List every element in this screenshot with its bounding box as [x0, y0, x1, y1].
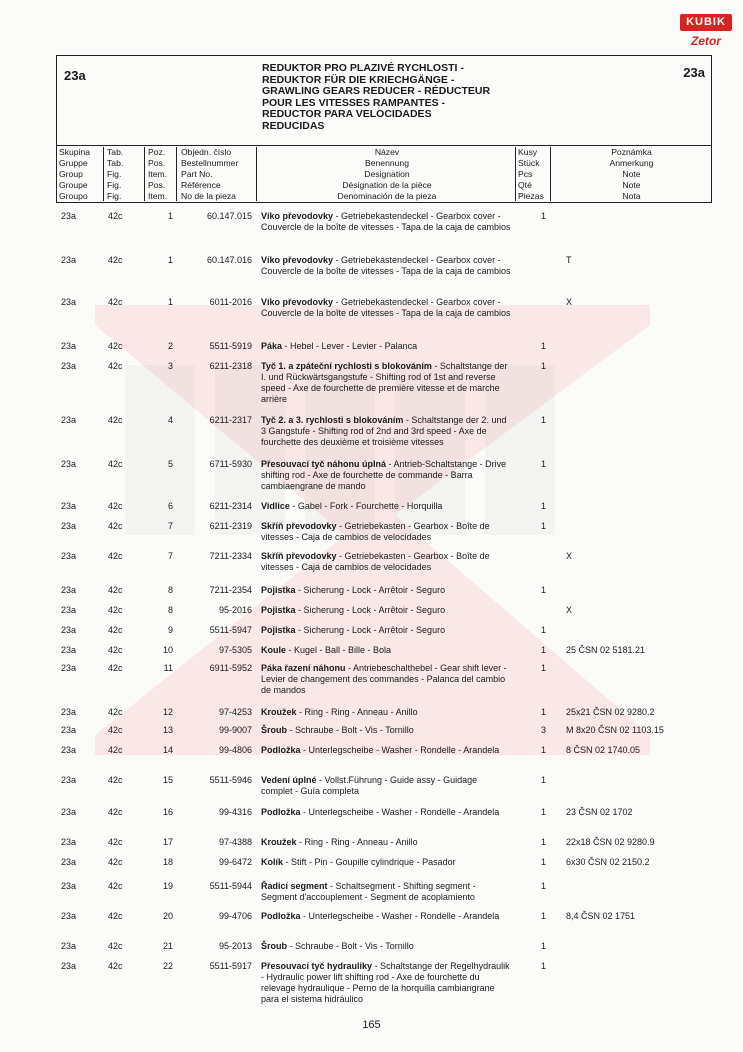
part-number-cell: 97-5305 — [218, 645, 252, 655]
part-name-translations: - Schaltstange der I. und Rückwärtsgangstufe - Shifting rod of 1st and reverse speed - Axe de fourchette de première vitesse et de marche arrière — [261, 361, 508, 404]
group-cell: 23a — [61, 361, 77, 371]
part-number-cell: 95-2013 — [218, 941, 252, 951]
part-number-cell: 99-6472 — [218, 857, 252, 867]
position-cell: 9 — [167, 625, 173, 635]
part-number-cell: 6011-2016 — [209, 297, 252, 307]
group-cell: 23a — [61, 551, 77, 561]
position-cell: 3 — [167, 361, 173, 371]
section-title — [262, 63, 552, 133]
part-name-cz: Šroub — [261, 725, 287, 735]
table-cell: 42c — [108, 961, 123, 971]
part-name-cz: Řadicí segment — [261, 881, 328, 891]
part-number-cell: 5511-5917 — [209, 961, 252, 971]
group-cell: 23a — [61, 605, 77, 615]
designation-cell — [261, 645, 511, 656]
part-name-translations: - Gabel - Fork - Fourchette - Horquilla — [289, 501, 443, 511]
part-number-cell: 99-4806 — [218, 745, 252, 755]
designation-cell — [261, 725, 511, 736]
designation-cell — [261, 415, 511, 448]
note-cell: 25x21 ČSN 02 9280.2 — [566, 707, 655, 717]
position-cell: 2 — [167, 341, 173, 351]
part-name-translations: - Sicherung - Lock - Arrêtoir - Seguro — [295, 585, 446, 595]
table-cell: 42c — [108, 707, 123, 717]
title-line: REDUKTOR FÜR DIE KRIECHGÄNGE - — [262, 73, 455, 86]
part-name-translations: - Schaltstange der Regelhydraulik - Hydraulic power lift shifting rod - Axe de fourchette du relevage hydraulique - Perno de la horquilla cambiangrane para el sistema hidráulico — [261, 961, 510, 1004]
col-table-header: Tab. Tab. Fig. Fig. Fig. — [107, 147, 145, 201]
designation-cell — [261, 663, 511, 696]
designation-cell — [261, 625, 511, 636]
quantity-cell: 1 — [540, 961, 546, 971]
designation-cell — [261, 605, 511, 616]
part-number-cell: 6911-5952 — [209, 663, 252, 673]
position-cell: 10 — [162, 645, 173, 655]
column-headers — [56, 145, 712, 203]
table-cell: 42c — [108, 837, 123, 847]
part-name-cz: Přesouvací tyč náhonu úplná — [261, 459, 387, 469]
part-name-cz: Páka — [261, 341, 283, 351]
position-cell: 18 — [162, 857, 173, 867]
quantity-cell: 3 — [540, 725, 546, 735]
col-group-header: Skupina Gruppe Group Groupe Groupo — [59, 147, 104, 201]
quantity-cell: 1 — [540, 663, 546, 673]
designation-cell — [261, 857, 511, 868]
group-cell: 23a — [61, 459, 77, 469]
quantity-cell: 1 — [540, 837, 546, 847]
position-cell: 5 — [167, 459, 173, 469]
table-cell: 42c — [108, 521, 123, 531]
part-number-cell: 5511-5944 — [209, 881, 252, 891]
position-cell: 22 — [162, 961, 173, 971]
position-cell: 20 — [162, 911, 173, 921]
table-cell: 42c — [108, 725, 123, 735]
table-cell: 42c — [108, 459, 123, 469]
part-name-translations: - Vollst.Führung - Guide assy - Guidage complet - Guía completa — [261, 775, 478, 796]
part-name-cz: Pojistka — [261, 605, 296, 615]
title-line: REDUCTOR PARA VELOCIDADES — [262, 108, 432, 121]
table-cell: 42c — [108, 745, 123, 755]
col-position-header: Poz. Pos. Item. Pos. Item. — [148, 147, 177, 201]
part-number-cell: 5511-5947 — [209, 625, 252, 635]
part-number-cell: 6211-2314 — [209, 501, 252, 511]
position-cell: 14 — [162, 745, 173, 755]
part-name-translations: - Schaltsegment - Shifting segment - Segment d'accouplement - Segment de acoplamiento — [261, 881, 476, 902]
part-name-cz: Kolík — [261, 857, 284, 867]
designation-cell — [261, 361, 511, 405]
quantity-cell: 1 — [540, 707, 546, 717]
note-cell: 23 ČSN 02 1702 — [566, 807, 633, 817]
col-name-header: Název Benennung Designation Désignation de la pièce Denominación de la pieza — [259, 147, 516, 201]
page-number: 165 — [362, 1019, 381, 1031]
designation-cell — [261, 211, 511, 233]
position-cell: 7 — [167, 551, 173, 561]
part-number-cell: 5511-5919 — [209, 341, 252, 351]
table-cell: 42c — [108, 645, 123, 655]
position-cell: 15 — [162, 775, 173, 785]
logo-text: KUBIK — [680, 14, 732, 31]
position-cell: 1 — [167, 255, 173, 265]
note-cell: 8,4 ČSN 02 1751 — [566, 911, 636, 921]
part-name-translations: - Hebel - Lever - Levier - Palanca — [282, 341, 418, 351]
table-cell: 42c — [108, 551, 123, 561]
designation-cell — [261, 501, 511, 512]
position-cell: 7 — [167, 521, 173, 531]
part-name-translations: - Antriebeschalthebel - Gear shift lever - Levier de changement des commandes - Palanca del cambio de mandos — [261, 663, 507, 695]
part-name-cz: Víko převodovky — [261, 297, 334, 307]
part-name-translations: - Stift - Pin - Goupille cylindrique - Pasador — [283, 857, 456, 867]
designation-cell — [261, 585, 511, 596]
group-cell: 23a — [61, 707, 77, 717]
note-cell: 8 ČSN 02 1740.05 — [566, 745, 641, 755]
part-name-cz: Šroub — [261, 941, 287, 951]
table-cell: 42c — [108, 625, 123, 635]
table-cell: 42c — [108, 255, 123, 265]
table-cell: 42c — [108, 911, 123, 921]
position-cell: 17 — [162, 837, 173, 847]
position-cell: 1 — [167, 297, 173, 307]
part-name-translations: - Schaltstange der 2. und 3 Gangstufe - Shifting rod of 2nd and 3rd speed - Axe de fourchette des deuxième et troisième vitesses — [261, 415, 507, 447]
designation-cell — [261, 255, 511, 277]
sub-logo-text: Zetor — [691, 34, 721, 48]
designation-cell — [261, 341, 511, 352]
note-cell: T — [566, 255, 572, 265]
quantity-cell: 1 — [540, 415, 546, 425]
group-cell: 23a — [61, 881, 77, 891]
part-number-cell: 6211-2319 — [209, 521, 252, 531]
part-name-cz: Kroužek — [261, 837, 297, 847]
part-name-translations: - Schraube - Bolt - Vis - Tornillo — [287, 725, 414, 735]
part-name-translations: - Sicherung - Lock - Arrêtoir - Seguro — [295, 605, 446, 615]
group-cell: 23a — [61, 255, 77, 265]
kubik-zetor-logo — [680, 14, 732, 56]
part-name-translations: - Schraube - Bolt - Vis - Tornillo — [287, 941, 414, 951]
part-name-cz: Skříň převodovky — [261, 521, 337, 531]
position-cell: 16 — [162, 807, 173, 817]
table-cell: 42c — [108, 663, 123, 673]
group-cell: 23a — [61, 297, 77, 307]
quantity-cell: 1 — [540, 459, 546, 469]
designation-cell — [261, 775, 511, 797]
part-number-cell: 6711-5930 — [209, 459, 252, 469]
designation-cell — [261, 459, 511, 492]
designation-cell — [261, 961, 511, 1005]
part-name-translations: - Getriebekasten - Gearbox - Boîte de vitesses - Caja de cambios de velocidades — [261, 551, 490, 572]
quantity-cell: 1 — [540, 341, 546, 351]
part-name-cz: Podložka — [261, 745, 301, 755]
group-cell: 23a — [61, 775, 77, 785]
group-cell: 23a — [61, 341, 77, 351]
part-number-cell: 6211-2317 — [209, 415, 252, 425]
designation-cell — [261, 297, 511, 319]
part-name-translations: - Getriebekasten - Gearbox - Boîte de vitesses - Caja de cambios de velocidades — [261, 521, 490, 542]
part-name-translations: - Getriebekastendeckel - Gearbox cover - Couvercle de la boîte de vitesses - Tapa de la caja de cambios — [261, 297, 511, 318]
note-cell: X — [566, 551, 573, 561]
table-cell: 42c — [108, 415, 123, 425]
part-number-cell: 99-9007 — [218, 725, 252, 735]
position-cell: 19 — [162, 881, 173, 891]
quantity-cell: 1 — [540, 881, 546, 891]
part-number-cell: 99-4316 — [218, 807, 252, 817]
quantity-cell: 1 — [540, 911, 546, 921]
position-cell: 11 — [163, 663, 173, 673]
note-cell: 6x30 ČSN 02 2150.2 — [566, 857, 650, 867]
note-cell: X — [566, 605, 573, 615]
part-name-cz: Tyč 2. a 3. rychlosti s blokováním — [261, 415, 404, 425]
part-name-translations: - Unterlegscheibe - Washer - Rondelle - Arandela — [300, 911, 500, 921]
table-cell: 42c — [108, 585, 123, 595]
part-name-cz: Víko převodovky — [261, 211, 334, 221]
quantity-cell: 1 — [540, 807, 546, 817]
part-number-cell: 99-4706 — [218, 911, 252, 921]
part-name-translations: - Ring - Ring - Anneau - Anillo — [296, 837, 418, 847]
title-line: GRAWLING GEARS REDUCER - RÉDUCTEUR — [262, 85, 491, 98]
table-cell: 42c — [108, 341, 123, 351]
part-name-translations: - Getriebekastendeckel - Gearbox cover - Couvercle de la boîte de vitesses - Tapa de la caja de cambios — [261, 211, 511, 232]
table-cell: 42c — [108, 501, 123, 511]
quantity-cell: 1 — [540, 521, 546, 531]
part-name-translations: - Kugel - Ball - Bille - Bola — [286, 645, 392, 655]
group-cell: 23a — [61, 725, 77, 735]
group-cell: 23a — [61, 521, 77, 531]
part-name-translations: - Antrieb-Schaltstange - Drive shifting rod - Axe de fourchette de commande - Barra cambiaengrane de mando — [261, 459, 507, 491]
col-order-number-header: Objedn. číslo Bestellnummer Part No. Référence No de la pieza — [181, 147, 257, 201]
part-name-cz: Víko převodovky — [261, 255, 334, 265]
position-cell: 8 — [167, 585, 173, 595]
designation-cell — [261, 807, 511, 818]
position-cell: 21 — [162, 941, 173, 951]
col-note-header: Poznámka Anmerkung Note Note Nota — [609, 147, 654, 201]
position-cell: 4 — [167, 415, 173, 425]
part-number-cell: 95-2016 — [218, 605, 252, 615]
part-name-cz: Pojistka — [261, 585, 296, 595]
part-name-translations: - Ring - Ring - Anneau - Anillo — [296, 707, 418, 717]
table-cell: 42c — [108, 361, 123, 371]
designation-cell — [261, 521, 511, 543]
section-code-right: 23a — [683, 65, 705, 80]
quantity-cell: 1 — [540, 211, 546, 221]
designation-cell — [261, 941, 511, 952]
part-name-cz: Vidlice — [261, 501, 290, 511]
group-cell: 23a — [61, 857, 77, 867]
table-cell: 42c — [108, 775, 123, 785]
group-cell: 23a — [61, 745, 77, 755]
part-name-cz: Tyč 1. a zpáteční rychlosti s blokováním — [261, 361, 432, 371]
col-quantity-header: Kusy Stück Pcs Qté Piezas — [518, 147, 551, 201]
group-cell: 23a — [61, 501, 77, 511]
title-line: REDUCIDAS — [262, 119, 325, 132]
part-number-cell: 97-4388 — [218, 837, 252, 847]
title-line: REDUKTOR PRO PLAZIVÉ RYCHLOSTI - — [262, 62, 464, 74]
table-cell: 42c — [108, 941, 123, 951]
part-name-cz: Kroužek — [261, 707, 297, 717]
quantity-cell: 1 — [540, 501, 546, 511]
quantity-cell: 1 — [540, 941, 546, 951]
part-number-cell: 60.147.015 — [206, 211, 252, 221]
part-name-cz: Pojistka — [261, 625, 296, 635]
quantity-cell: 1 — [540, 857, 546, 867]
part-number-cell: 7211-2334 — [209, 551, 252, 561]
note-cell: 22x18 ČSN 02 9280.9 — [566, 837, 655, 847]
part-name-cz: Koule — [261, 645, 287, 655]
designation-cell — [261, 745, 511, 756]
quantity-cell: 1 — [540, 745, 546, 755]
quantity-cell: 1 — [540, 645, 546, 655]
part-number-cell: 7211-2354 — [209, 585, 252, 595]
table-cell: 42c — [108, 605, 123, 615]
note-cell: 25 ČSN 02 5181.21 — [566, 645, 646, 655]
table-cell: 42c — [108, 807, 123, 817]
position-cell: 6 — [167, 501, 173, 511]
group-cell: 23a — [61, 415, 77, 425]
part-number-cell: 97-4253 — [218, 707, 252, 717]
part-name-cz: Podložka — [261, 807, 301, 817]
table-cell: 42c — [108, 881, 123, 891]
part-name-cz: Páka řazení náhonu — [261, 663, 346, 673]
quantity-cell: 1 — [540, 625, 546, 635]
group-cell: 23a — [61, 837, 77, 847]
quantity-cell: 1 — [540, 775, 546, 785]
designation-cell — [261, 881, 511, 903]
group-cell: 23a — [61, 807, 77, 817]
designation-cell — [261, 837, 511, 848]
note-cell: X — [566, 297, 573, 307]
note-cell: M 8x20 ČSN 02 1103.15 — [566, 725, 664, 735]
designation-cell — [261, 551, 511, 573]
part-name-cz: Vedení úplné — [261, 775, 317, 785]
position-cell: 1 — [167, 211, 173, 221]
part-name-translations: - Unterlegscheibe - Washer - Rondelle - Arandela — [300, 745, 500, 755]
part-number-cell: 5511-5946 — [209, 775, 252, 785]
part-name-translations: - Getriebekastendeckel - Gearbox cover - Couvercle de la boîte de vitesses - Tapa de la caja de cambios — [261, 255, 511, 276]
group-cell: 23a — [61, 625, 77, 635]
table-cell: 42c — [108, 857, 123, 867]
quantity-cell: 1 — [540, 361, 546, 371]
position-cell: 13 — [162, 725, 173, 735]
designation-cell — [261, 707, 511, 718]
position-cell: 8 — [167, 605, 173, 615]
part-name-translations: - Unterlegscheibe - Washer - Rondelle - Arandela — [300, 807, 500, 817]
part-name-cz: Přesouvací tyč hydrauliky — [261, 961, 373, 971]
designation-cell — [261, 911, 511, 922]
group-cell: 23a — [61, 585, 77, 595]
group-cell: 23a — [61, 941, 77, 951]
group-cell: 23a — [61, 961, 77, 971]
section-code-left: 23a — [64, 68, 86, 83]
title-line: POUR LES VITESSES RAMPANTES - — [262, 96, 445, 109]
part-number-cell: 60.147.016 — [206, 255, 252, 265]
part-name-cz: Podložka — [261, 911, 301, 921]
part-name-cz: Skříň převodovky — [261, 551, 337, 561]
group-cell: 23a — [61, 911, 77, 921]
table-cell: 42c — [108, 211, 123, 221]
quantity-cell: 1 — [540, 585, 546, 595]
part-number-cell: 6211-2318 — [209, 361, 252, 371]
table-cell: 42c — [108, 297, 123, 307]
section-header — [56, 55, 712, 146]
group-cell: 23a — [61, 645, 77, 655]
group-cell: 23a — [61, 211, 77, 221]
group-cell: 23a — [61, 663, 77, 673]
part-name-translations: - Sicherung - Lock - Arrêtoir - Seguro — [295, 625, 446, 635]
position-cell: 12 — [162, 707, 173, 717]
